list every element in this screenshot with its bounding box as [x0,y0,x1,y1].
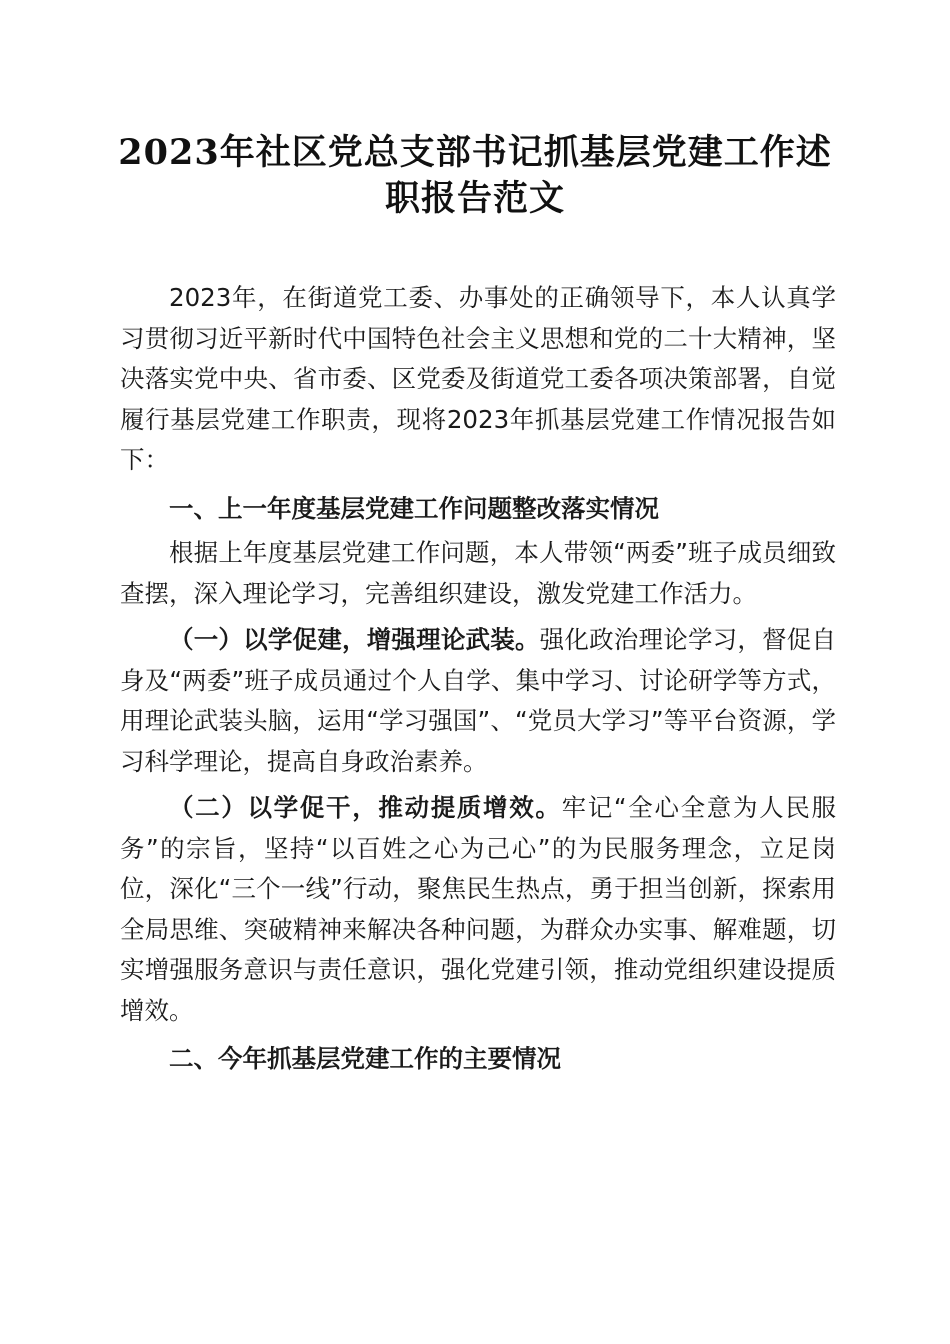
subsection-2-body: 牢记“全心全意为人民服务”的宗旨，坚持“以百姓之心为己心”的为民服务理念，立足岗位，深化“三个一线”行动，聚焦民生热点，勇于担当创新，探索用全局思维、突破精神来解决各种问题，为群众办实事、解难题，切实增强服务意识与责任意识，强化党建引领，推动党组织建设提质增效。 [120,793,836,1025]
document-body [120,278,836,1084]
subsection-1-body: 强化政治理论学习，督促自身及“两委”班子成员通过个人自学、集中学习、讨论研学等方式，用理论武装头脑，运用“学习强国”、“党员大学习”等平台资源，学习科学理论，提高自身政治素养。 [120,625,836,776]
section-1-paragraph: 根据上年度基层党建工作问题，本人带领“两委”班子成员细致查摆，深入理论学习，完善组织建设，激发党建工作活力。 [120,538,836,608]
section-1-heading: 一、上一年度基层党建工作问题整改落实情况 [169,493,659,523]
subsection-2-paragraph [120,788,836,1031]
subsection-2-lead: （二）以学促干，推动提质增效。 [169,793,562,822]
document-title [110,130,840,222]
section-2-heading: 二、今年抓基层党建工作的主要情况 [169,1044,561,1073]
title-line-1: 2023年社区党总支部书记抓基层党建工作述 [118,132,832,173]
subsection-1-lead: （一）以学促建，增强理论武装。 [169,625,540,654]
intro-paragraph: 2023年，在街道党工委、办事处的正确领导下，本人认真学习贯彻习近平新时代中国特色社会主义思想和党的二十大精神，坚决落实党中央、省市委、区党委及街道党工委各项决策部署，自觉履行基层党建工作职责，现将2023年抓基层党建工作情况报告如下： [120,283,836,474]
subsection-1-paragraph [120,620,836,782]
title-line-2: 职报告范文 [384,178,565,219]
